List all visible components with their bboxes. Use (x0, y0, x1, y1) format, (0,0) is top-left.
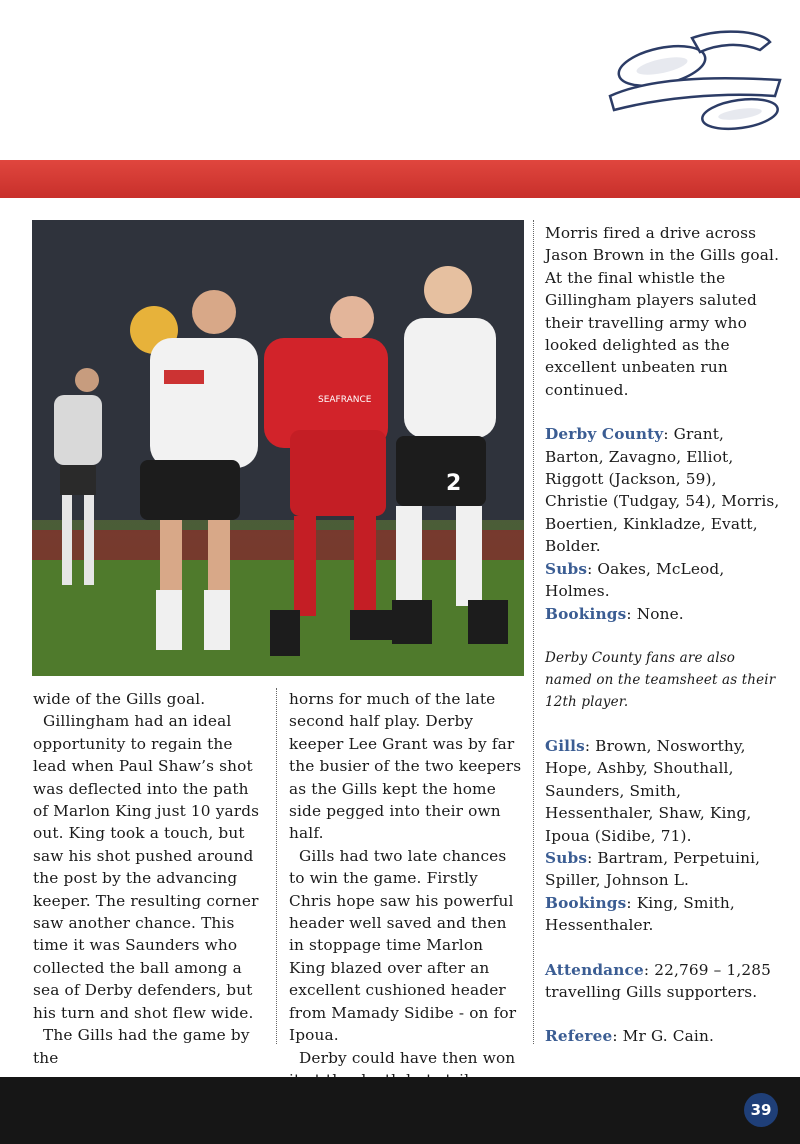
subs-label: Subs (545, 848, 588, 867)
gills-bookings (545, 892, 781, 937)
attendance-value: : 22,769 – 1,285 travelling Gills supporters. (545, 960, 771, 1001)
fans-note: Derby County fans are also named on the teamsheet as their 12th player. (545, 649, 776, 710)
paragraph: The Gills had the game by the (33, 1026, 250, 1067)
gills-label: Gills (545, 736, 585, 755)
header-band (0, 160, 800, 198)
paragraph: Gillingham had an ideal opportunity to regain the lead when Paul Shaw’s shot was deflected into the path of Marlon King just 10 yards out. King took a touch, but saw his shot pushed around the post by the advancing keeper. The resulting corner saw another chance. This time it was Saunders who collected the ball among a sea of Derby defenders, but his turn and shot flew wide. (33, 712, 260, 1022)
derby-players: : Grant, Barton, Zavagno, Elliot, Riggott (Jackson, 59), Christie (Tudgay, 54), Morris, Boertien, Kinkladze, Evatt, Bolder. (545, 425, 780, 556)
bookings-list: : None. (626, 604, 684, 623)
attendance-label: Attendance (545, 960, 644, 979)
paragraph: Derby could have then won (299, 1048, 516, 1067)
article-column-2 (289, 688, 524, 1114)
paragraph: horns for much of the late second half play. Derby keeper Lee Grant was by far the busier of the two keepers as the Gills kept the home side pegged into their own half. (289, 690, 522, 843)
referee (545, 1025, 781, 1047)
gills-players: : Brown, Nosworthy, Hope, Ashby, Shouthall, Saunders, Smith, Hessenthaler, Shaw, King, Ipoua (Sidibe, 71). (545, 736, 752, 845)
team-sheet-column (545, 222, 781, 1048)
paragraph: wide of the Gills goal. (33, 690, 206, 708)
article-column-1 (33, 688, 265, 1069)
derby-lineup (545, 423, 781, 557)
match-photo (32, 220, 524, 676)
derby-label: Derby County (545, 425, 664, 444)
gills-subs (545, 847, 781, 892)
bookings-label: Bookings (545, 893, 627, 912)
column-divider (533, 220, 534, 1044)
derby-subs (545, 558, 781, 603)
shirt-number: 2 (446, 471, 462, 496)
referee-label: Referee (545, 1027, 613, 1046)
subs-list: : Bartram, Perpetuini, Spiller, Johnson L. (545, 848, 761, 890)
club-logo (600, 18, 790, 138)
referee-value: : Mr G. Cain. (612, 1027, 714, 1046)
subs-label: Subs (545, 559, 588, 578)
subs-list: : Oakes, McLeod, Holmes. (545, 559, 725, 601)
paragraph: Gills had two late chances to win the game. Firstly Chris hope saw his powerful header well saved and then in stoppage time Marlon King blazed over after an excellent cushioned header from Mamady Sidibe - on for Ipoua. (289, 846, 517, 1045)
gills-lineup (545, 735, 781, 847)
page-number: 39 (744, 1093, 778, 1127)
sponsor-text: SEAFRANCE (318, 395, 372, 405)
footer-band (0, 1077, 800, 1144)
derby-bookings (545, 603, 781, 625)
bookings-list: : King, Smith, Hessenthaler. (545, 893, 735, 935)
column-divider (276, 688, 277, 1044)
attendance (545, 959, 781, 1004)
match-summary: Morris fired a drive across Jason Brown in the Gills goal. At the final whistle the Gillingham players saluted their travelling army who looked delighted as the excellent unbeaten run continued. (545, 224, 780, 399)
bookings-label: Bookings (545, 604, 627, 623)
